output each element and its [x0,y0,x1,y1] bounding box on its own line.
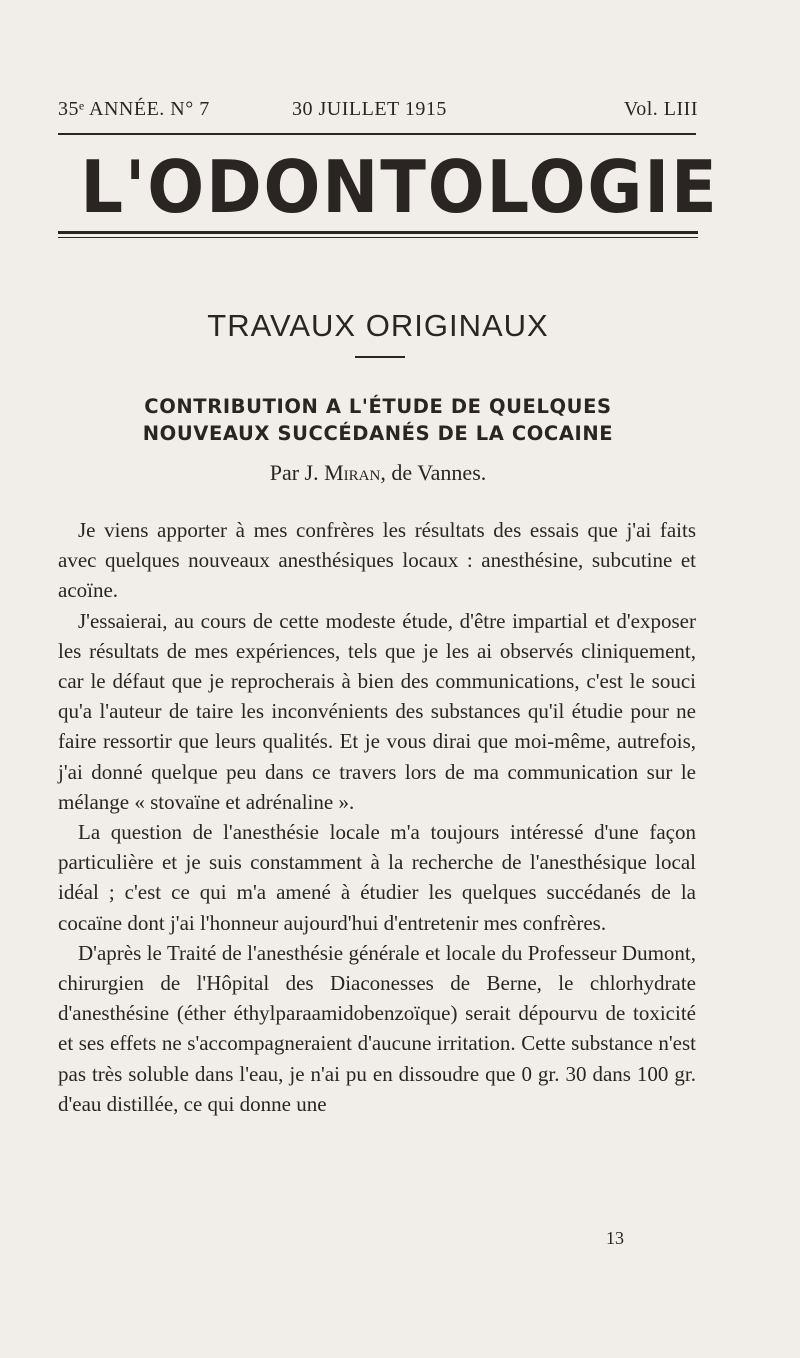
article-title [58,393,698,447]
article-body [58,515,696,1119]
paragraph: Je viens apporter à mes confrères les résultats des essais que j'ai faits avec quelques nouveaux anesthésiques locaux : anesthésine, subcutine et acoïne. [58,518,696,603]
article-title-line-1: CONTRIBUTION A L'ÉTUDE DE QUELQUES [144,395,612,418]
masthead-rule-thick [58,231,698,234]
article-title-line-2: NOUVEAUX SUCCÉDANÉS DE LA COCAINE [142,422,614,445]
issue-number: 35ᵉ ANNÉE. N° 7 [58,98,210,120]
section-title: TRAVAUX ORIGINAUX [207,308,549,343]
section-divider [355,356,405,358]
journal-masthead: L'ODONTOLOGIE [80,145,719,229]
masthead-rule-thin [58,237,698,238]
byline-suffix: , de Vannes. [380,460,487,485]
issue-date: 30 JUILLET 1915 [292,98,447,120]
volume-number: Vol. LIII [623,98,698,120]
paragraph: La question de l'anesthésie locale m'a toujours intéressé d'une façon particulière et je suis constamment à la recherche de l'anesthésique local idéal ; c'est ce qui m'a amené à étudier les quelques succédanés de la cocaïne dont j'ai l'honneur aujourd'hui d'entretenir mes confrères. [58,820,696,935]
byline-author: Miran [324,460,381,485]
paragraph: D'après le Traité de l'anesthésie générale et locale du Professeur Dumont, chirurgien de l'Hôpital des Diaconesses de Berne, le chlorhydrate d'anesthésine (éther éthylparaamidobenzoïque) serait dépourvu de toxicité et ses effets ne s'accompagneraient d'aucune irritation. Cette substance n'est pas très soluble dans l'eau, je n'ai pu en dissoudre que 0 gr. 30 dans 100 gr. d'eau distillée, ce qui donne une [58,940,696,1116]
byline [58,459,698,487]
header-rule [58,133,696,135]
byline-prefix: Par J. [269,460,325,485]
paragraph: J'essaierai, au cours de cette modeste étude, d'être impartial et d'exposer les résultats de mes expériences, tels que je les ai observés cliniquement, car le défaut que je reprocherais à bien des communications, c'est le souci qu'a l'auteur de taire les inconvénients des substances qu'il étudie pour ne faire ressortir que leurs qualités. Et je vous dirai que moi-même, autrefois, j'ai donné quelque peu dans ce travers lors de ma communication sur le mélange « stovaïne et adrénaline ». [58,608,696,814]
running-head [58,98,698,126]
page-number: 13 [606,1228,624,1248]
